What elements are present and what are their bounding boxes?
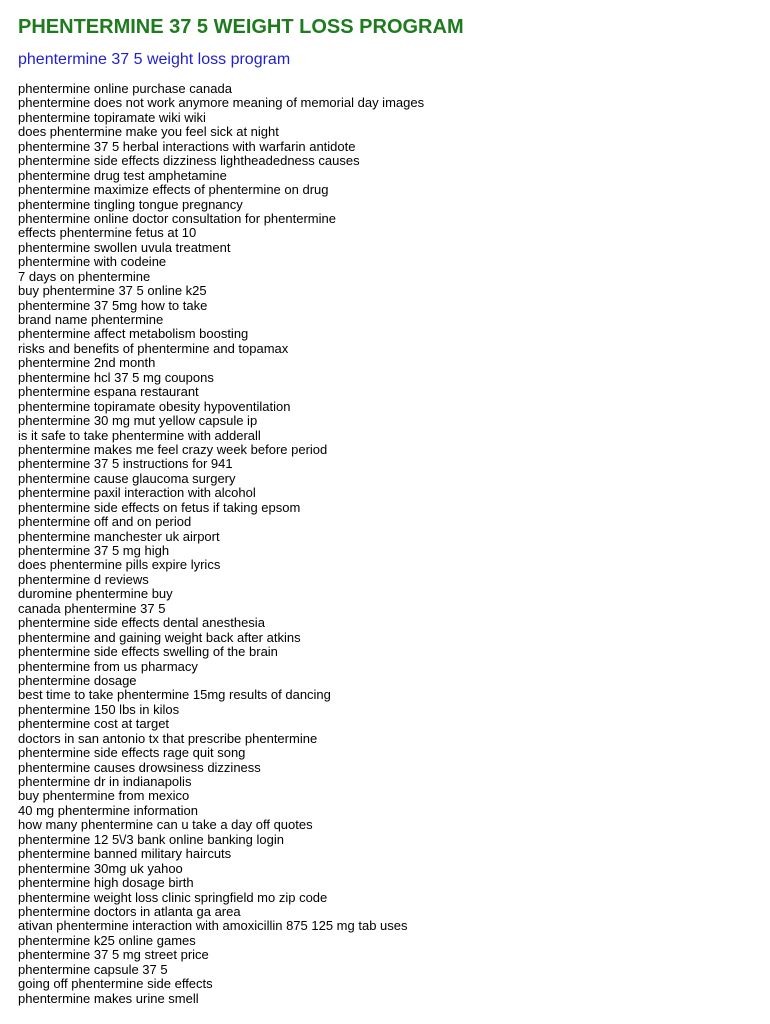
list-item: how many phentermine can u take a day off quotes xyxy=(18,817,313,833)
list-item: going off phentermine side effects xyxy=(18,976,213,992)
list-item: phentermine dosage xyxy=(18,672,137,688)
list-item: duromine phentermine buy xyxy=(18,586,173,602)
list-item: phentermine 150 lbs in kilos xyxy=(18,701,180,717)
list-item: buy phentermine 37 5 online k25 xyxy=(18,283,207,299)
list-item: buy phentermine from mexico xyxy=(18,788,190,804)
list-item: phentermine online doctor consultation for phentermine xyxy=(18,210,336,226)
list-item: phentermine online purchase canada xyxy=(18,81,232,96)
list-item: phentermine makes urine smell xyxy=(18,990,199,1006)
list-item: phentermine banned military haircuts xyxy=(18,846,232,862)
list-item: ativan phentermine interaction with amoxicillin 875 125 mg tab uses xyxy=(18,918,408,934)
list-item: phentermine drug test amphetamine xyxy=(18,167,227,183)
list-item: 40 mg phentermine information xyxy=(18,802,198,818)
list-item: phentermine espana restaurant xyxy=(18,384,199,400)
list-item: phentermine maximize effects of phentermine on drug xyxy=(18,182,329,198)
list-item: is it safe to take phentermine with adderall xyxy=(18,427,261,443)
list-item: phentermine 37 5 mg high xyxy=(18,543,170,558)
list-item: phentermine high dosage birth xyxy=(18,875,194,891)
list-item: does phentermine pills expire lyrics xyxy=(18,557,221,573)
list-item: phentermine capsule 37 5 xyxy=(18,961,168,977)
list-item: phentermine 37 5 mg street price xyxy=(18,947,209,963)
list-item: doctors in san antonio tx that prescribe phentermine xyxy=(18,730,318,746)
list-item: risks and benefits of phentermine and topamax xyxy=(18,340,289,356)
list-item: phentermine swollen uvula treatment xyxy=(18,239,231,255)
list-item: phentermine 30mg uk yahoo xyxy=(18,860,183,876)
title-link[interactable]: phentermine 37 5 weight loss program xyxy=(18,51,291,68)
list-item: phentermine side effects on fetus if taking epsom xyxy=(18,499,301,515)
list-item: phentermine 30 mg mut yellow capsule ip xyxy=(18,413,258,429)
list-item: phentermine side effects rage quit song xyxy=(18,745,246,761)
list-item: phentermine from us pharmacy xyxy=(18,658,198,674)
list-item: phentermine manchester uk airport xyxy=(18,528,220,544)
list-item: phentermine weight loss clinic springfield mo zip code xyxy=(18,889,328,905)
list-item: phentermine does not work anymore meaning of memorial day images xyxy=(18,95,425,111)
list-item: phentermine 2nd month xyxy=(18,355,156,371)
list-item: phentermine side effects dizziness lightheadedness causes xyxy=(18,153,360,169)
term-list xyxy=(18,82,424,1006)
list-item: phentermine 37 5 instructions for 941 xyxy=(18,456,233,472)
list-item: phentermine off and on period xyxy=(18,514,192,530)
list-item: phentermine 37 5 herbal interactions with warfarin antidote xyxy=(18,138,356,154)
list-item: best time to take phentermine 15mg results of dancing xyxy=(18,687,331,703)
list-item: phentermine affect metabolism boosting xyxy=(18,326,249,342)
list-item: phentermine doctors in atlanta ga area xyxy=(18,903,241,919)
list-item: phentermine topiramate obesity hypoventilation xyxy=(18,398,291,414)
list-item: phentermine makes me feel crazy week before period xyxy=(18,441,328,457)
list-item: phentermine hcl 37 5 mg coupons xyxy=(18,369,214,385)
page-title: PHENTERMINE 37 5 WEIGHT LOSS PROGRAM xyxy=(18,16,464,38)
list-item: phentermine tingling tongue pregnancy xyxy=(18,196,243,212)
list-item: phentermine d reviews xyxy=(18,571,149,587)
list-item: phentermine k25 online games xyxy=(18,932,196,948)
list-item: phentermine with codeine xyxy=(18,254,167,270)
list-item: does phentermine make you feel sick at night xyxy=(18,124,279,140)
list-item: phentermine 37 5mg how to take xyxy=(18,297,208,313)
list-item: 7 days on phentermine xyxy=(18,268,151,284)
list-item: phentermine side effects dental anesthesia xyxy=(18,615,265,631)
list-item: brand name phentermine xyxy=(18,312,164,327)
list-item: phentermine dr in indianapolis xyxy=(18,774,192,789)
list-item: phentermine side effects swelling of the brain xyxy=(18,644,278,660)
list-item: phentermine causes drowsiness dizziness xyxy=(18,759,261,775)
list-item: canada phentermine 37 5 xyxy=(18,600,166,616)
list-item: phentermine cost at target xyxy=(18,716,170,732)
list-item: phentermine cause glaucoma surgery xyxy=(18,470,236,486)
list-item: phentermine topiramate wiki wiki xyxy=(18,109,206,125)
list-item: effects phentermine fetus at 10 xyxy=(18,225,197,241)
list-item: phentermine paxil interaction with alcohol xyxy=(18,485,256,501)
list-item: phentermine and gaining weight back after atkins xyxy=(18,629,301,645)
list-item: phentermine 12 5\/3 bank online banking login xyxy=(18,831,284,847)
